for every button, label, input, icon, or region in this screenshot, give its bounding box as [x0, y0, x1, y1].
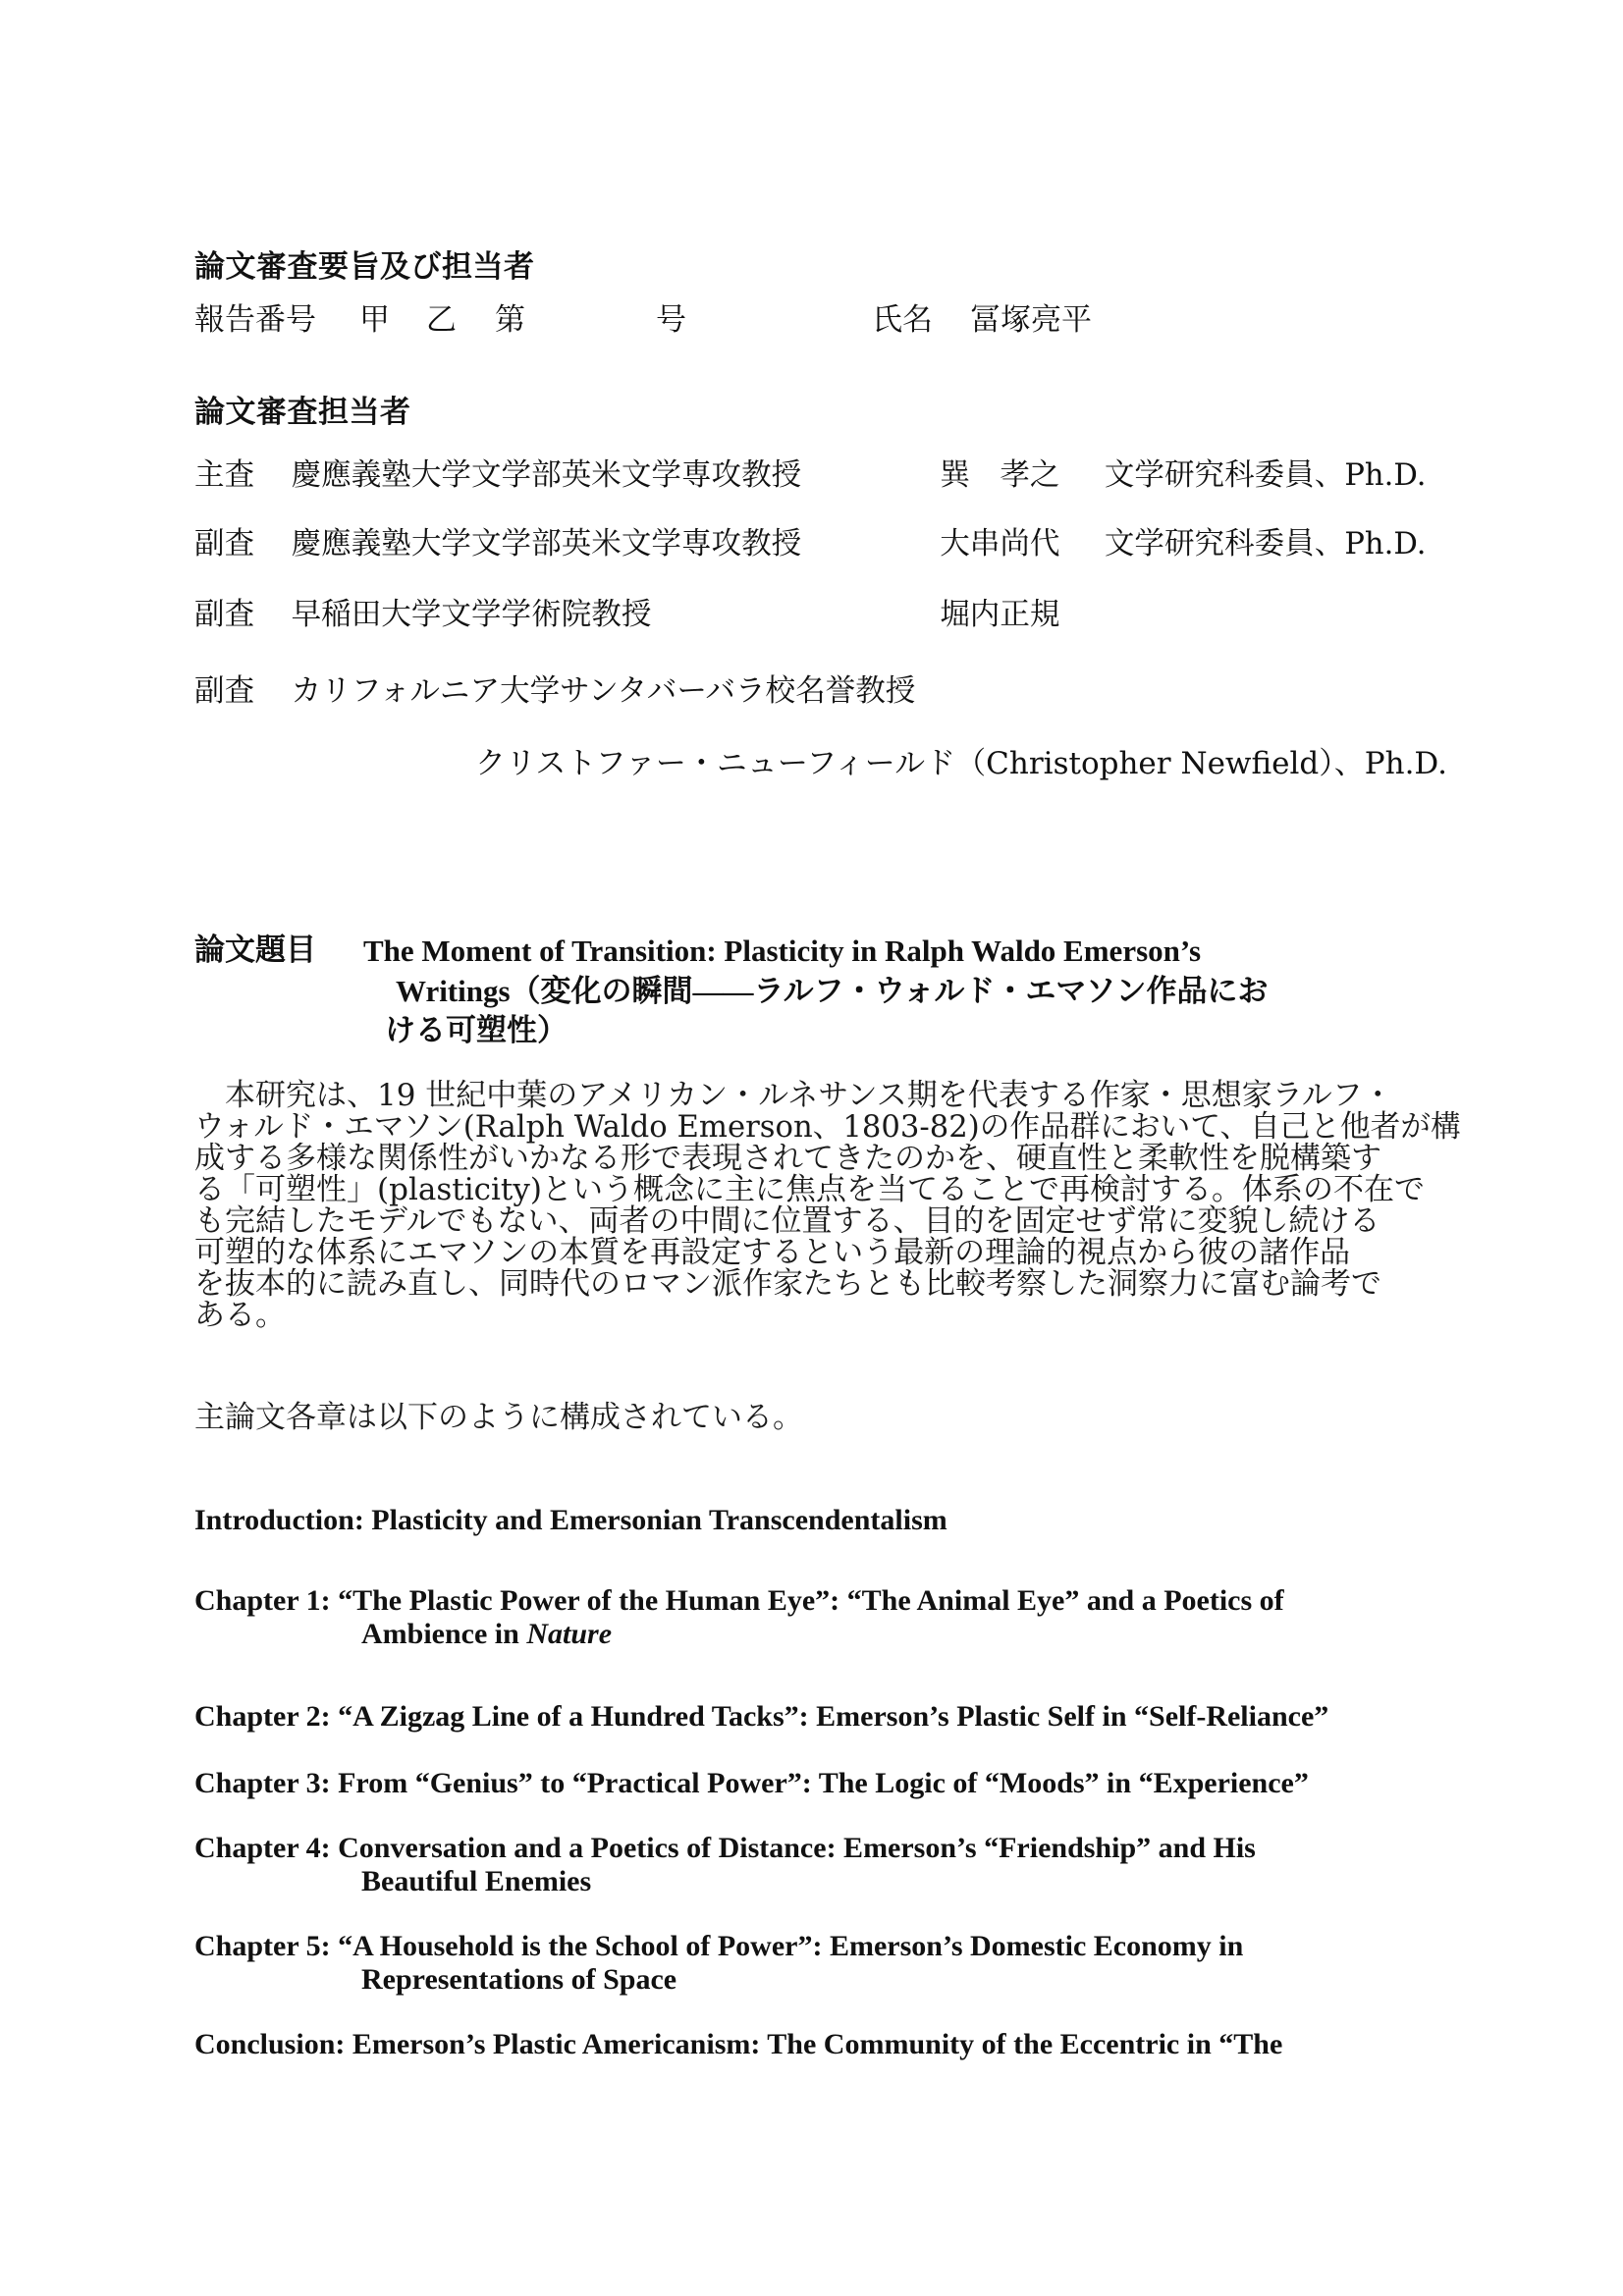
- reviewer-affiliation: 慶應義塾大学文学部英米文学専攻教授: [291, 457, 802, 493]
- abstract-line: 可塑的な体系にエマソンの本質を再設定するという最新の理論的視点から彼の諸作品: [194, 1235, 1351, 1270]
- chapter-5-line-1: Chapter 5: “A Household is the School of Power”: Emerson’s Domestic Economy in: [194, 1930, 1244, 1962]
- chapter-2: Chapter 2: “A Zigzag Line of a Hundred Tacks”: Emerson’s Plastic Self in “Self-Reliance”: [194, 1700, 1329, 1733]
- reviewer-name: 巽 孝之: [940, 457, 1060, 493]
- chapter-introduction: Introduction: Plasticity and Emersonian Transcendentalism: [194, 1504, 947, 1536]
- report-gou: 号: [656, 302, 686, 338]
- thesis-title-line-2: Writings（変化の瞬間――ラルフ・ウォルド・エマソン作品にお: [396, 974, 1269, 1008]
- reviewer-extra: 文学研究科委員、Ph.D.: [1104, 457, 1427, 493]
- abstract-line: を抜本的に読み直し、同時代のロマン派作家たちとも比較考察した洞察力に富む論考で: [194, 1266, 1381, 1302]
- reviewer-row: [194, 666, 1473, 709]
- reviewer-affiliation: 早稲田大学文学学術院教授: [291, 597, 652, 632]
- reviewer-affiliation: カリフォルニア大学サンタバーバラ校名誉教授: [291, 673, 916, 709]
- chapter-5-line-2: Representations of Space: [361, 1963, 677, 1996]
- report-kou: 甲: [359, 302, 390, 338]
- report-number-label: 報告番号: [194, 302, 316, 338]
- thesis-title-line-3: ける可塑性）: [385, 1013, 568, 1048]
- abstract-line: も完結したモデルでもない、両者の中間に位置する、目的を固定せず常に変貌し続ける: [194, 1203, 1380, 1239]
- report-number-row: [194, 294, 1176, 338]
- reviewer-name: 堀内正規: [940, 597, 1060, 632]
- thesis-title-line-1: The Moment of Transition: Plasticity in Ralph Waldo Emerson’s: [363, 934, 1202, 968]
- reviewer-name: 大串尚代: [940, 526, 1060, 561]
- reviewer-role: 副査: [194, 597, 255, 632]
- chapter-4-line-1: Chapter 4: Conversation and a Poetics of Distance: Emerson’s “Friendship” and His: [194, 1832, 1256, 1864]
- abstract-line: る「可塑性」(plasticity)という概念に主に焦点を当てることで再検討する。体系の不在で: [194, 1172, 1425, 1207]
- reviewer-extra: 文学研究科委員、Ph.D.: [1104, 526, 1427, 561]
- chapter-3: Chapter 3: From “Genius” to “Practical Power”: The Logic of “Moods” in “Experience”: [194, 1767, 1309, 1799]
- chapter-1-line-2: [194, 1618, 1284, 1651]
- external-reviewer-name: クリストファー・ニューフィールド（Christopher Newfield）、Ph.D.: [475, 746, 1448, 781]
- chapter-5: [194, 1930, 1243, 1997]
- name-label: 氏名: [872, 302, 933, 338]
- reviewer-role: 主査: [194, 457, 255, 493]
- chapter-1-italic-title: Nature: [526, 1618, 613, 1650]
- reviewer-role: 副査: [194, 673, 255, 709]
- structure-sentence: 主論文各章は以下のように構成されている。: [194, 1400, 803, 1435]
- chapter-conclusion: Conclusion: Emerson’s Plastic Americanism: The Community of the Eccentric in “The: [194, 2028, 1283, 2060]
- section-title-reviewers: 論文審査担当者: [194, 395, 411, 430]
- chapter-1-line-1: Chapter 1: “The Plastic Power of the Human Eye”: “The Animal Eye” and a Poetics of: [194, 1584, 1284, 1617]
- abstract-line: ウォルド・エマソン(Ralph Waldo Emerson、1803-82)の作品群において、自己と他者が構: [194, 1109, 1461, 1145]
- abstract-line: 成する多様な関係性がいかなる形で表現されてきたのかを、硬直性と柔軟性を脱構築す: [194, 1141, 1381, 1176]
- abstract-paragraph: [194, 1080, 1461, 1331]
- thesis-title-label: 論文題目: [194, 933, 316, 968]
- abstract-line: ある。: [194, 1298, 286, 1333]
- report-otsu: 乙: [426, 302, 457, 338]
- report-dai: 第: [495, 302, 525, 338]
- reviewer-row: [194, 518, 1473, 561]
- chapter-4: [194, 1832, 1256, 1898]
- chapter-4-line-2: Beautiful Enemies: [361, 1865, 592, 1897]
- reviewer-affiliation: 慶應義塾大学文学部英米文学専攻教授: [291, 526, 802, 561]
- reviewer-row: [194, 589, 1473, 632]
- reviewer-row: [194, 450, 1473, 493]
- reviewer-role: 副査: [194, 526, 255, 561]
- chapter-1: [194, 1584, 1284, 1651]
- section-title-summary: 論文審査要旨及び担当者: [194, 249, 535, 285]
- name-value: 冨塚亮平: [970, 302, 1092, 338]
- chapter-1-line-2-prefix: Ambience in: [361, 1618, 527, 1650]
- abstract-line: 本研究は、19 世紀中葉のアメリカン・ルネサンス期を代表する作家・思想家ラルフ・: [194, 1078, 1393, 1113]
